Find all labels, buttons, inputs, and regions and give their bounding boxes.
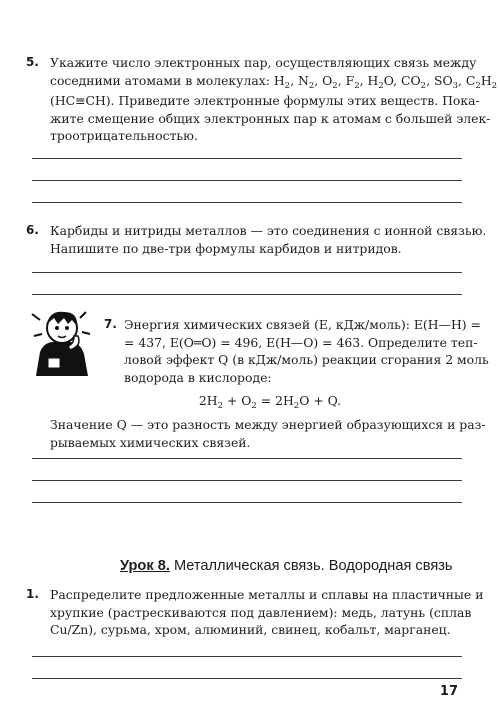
reaction-equation: $2H_2 + O_2 = 2H_2O + Q$. [198,393,342,411]
text-line: ловой эффект Q (в кДж/моль) реакции сгорания 2 моль [124,352,489,368]
thinking-student-icon [30,306,94,378]
question-1 [26,586,484,639]
answer-line[interactable] [32,458,462,459]
question-text [50,586,484,639]
question-text [124,316,489,386]
answer-line[interactable] [32,158,462,159]
text-line: водорода в кислороде: [124,369,272,385]
text-line: Карбиды и нитриды металлов — это соединения с ионной связью. [50,223,487,238]
text-line: Cu/Zn), сурьма, хром, алюминий, свинец, кобальт, марганец. [50,622,451,638]
question-number: 6. [26,223,39,237]
text-line: Распределите предложенные металлы и сплавы на пластичные и [50,587,484,602]
answer-line[interactable] [32,272,462,273]
question-6 [26,222,487,257]
question-number: 5. [26,55,39,69]
text-line: хрупкие (растрескиваются под давлением): медь, латунь (сплав [50,604,472,620]
answer-line[interactable] [32,180,462,181]
text-line: троотрицательностью. [50,128,198,144]
question-7-note [26,416,486,451]
text-line: Укажите число электронных пар, осуществляющих связь между [50,55,477,70]
question-text [50,222,487,257]
text-line: соседними атомами в молекулах: $H_2$, $N_2$, $O_2$, $F_2$, $H_2O$, $CO_2$, $SO_3$, $C_2H_2$ [50,72,498,91]
question-number: 1. [26,587,39,601]
text-line: = 437, E(O═O) = 496, E(H—O) = 463. Определите теп- [124,334,478,350]
question-text [50,54,498,145]
question-7 [104,316,489,386]
text-line: рываемых химических связей. [50,434,251,450]
lesson-label: Урок 8. [120,558,170,574]
answer-line[interactable] [32,202,462,203]
molecule-list: $H_2$, $N_2$, $O_2$, $F_2$, $H_2O$, $CO_2$, $SO_3$, $C_2H_2$ [273,72,498,91]
lesson-heading [120,558,453,574]
lesson-title: Металлическая связь. Водородная связь [173,558,453,574]
answer-line[interactable] [32,480,462,481]
answer-line[interactable] [32,678,462,679]
question-5 [26,54,498,145]
text-line: (HC≡CH). Приведите электронные формулы этих веществ. Пока- [50,93,480,109]
answer-line[interactable] [32,656,462,657]
answer-line[interactable] [32,502,462,503]
question-number: 7. [104,317,117,331]
note-text [50,416,486,451]
text-line: Энергия химических связей (E, кДж/моль): E(H—H) = [124,317,481,332]
text-line: Напишите по две-три формулы карбидов и нитридов. [50,240,402,256]
page-number: 17 [439,684,458,699]
text-line: жите смещение общих электронных пар к атомам с большей элек- [50,110,491,126]
answer-line[interactable] [32,294,462,295]
text-line: Значение Q — это разность между энергией образующихся и раз- [50,417,486,432]
